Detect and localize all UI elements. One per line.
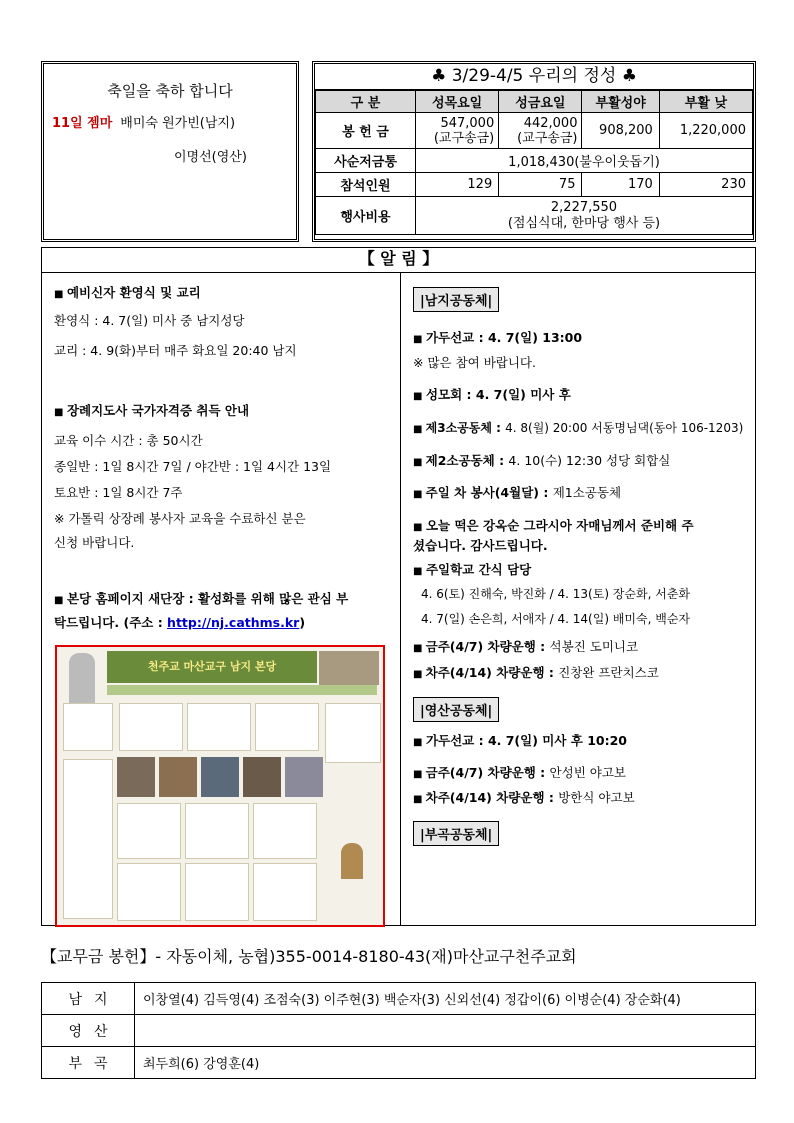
- photo: [243, 757, 281, 797]
- table-row: [42, 983, 756, 1015]
- offer-fri: 442,000 (교구송금): [499, 113, 582, 149]
- panel: [63, 703, 113, 751]
- offer-thu: 547,000 (교구송금): [416, 113, 499, 149]
- att-value: 230: [659, 173, 752, 197]
- att-value: 75: [499, 173, 582, 197]
- panel: [185, 863, 249, 921]
- cost-value: 2,227,550 (점심식대, 한마당 행사 등): [416, 197, 753, 235]
- header-cell: 성금요일: [499, 91, 582, 113]
- row-label: 사순저금통: [316, 149, 416, 173]
- feast-line1: 11일 젬마 배미숙 원가빈(남지): [52, 116, 236, 131]
- bugok-title: |부곡공동체|: [413, 821, 499, 846]
- members-table: [41, 982, 756, 1079]
- panel: [63, 759, 113, 919]
- feast-title: 축일을 축하 합니다: [107, 82, 233, 100]
- namji-item: ■ 제2소공동체 : 4. 10(수) 12:30 성당 회합실: [413, 451, 670, 469]
- table-row: [42, 1015, 756, 1047]
- parish-name: 남지: [42, 983, 135, 1015]
- homepage-link[interactable]: http://nj.cathms.kr: [167, 615, 300, 630]
- panel: [119, 703, 183, 751]
- yeongsan-item: ■ 차주(4/14) 차량운행 : 방한식 야고보: [413, 788, 635, 806]
- yeongsan-item: ■ 가두선교 : 4. 7(일) 미사 후 10:20: [413, 731, 627, 749]
- panel: [117, 803, 181, 859]
- photo: [159, 757, 197, 797]
- panel: [255, 703, 319, 751]
- panel: [325, 703, 381, 763]
- table-row: [42, 1047, 756, 1079]
- namji-item: ■ 제3소공동체 : 4. 8(월) 20:00 서동명님댁(동아 106-1203): [413, 419, 743, 436]
- notice-header: 【 알 림 】: [41, 247, 756, 273]
- att-value: 170: [582, 173, 659, 197]
- s2-line: 신청 바랍니다.: [54, 535, 135, 550]
- s2-line: 토요반 : 1일 8시간 7주: [54, 485, 183, 500]
- namji-item: ■ 성모회 : 4. 7(일) 미사 후: [413, 385, 571, 403]
- panel: [117, 863, 181, 921]
- namji-note: ※ 많은 참여 바랍니다.: [413, 355, 536, 370]
- namji-item: ■ 오늘 떡은 강옥순 그라시아 자매님께서 준비해 주: [413, 516, 694, 534]
- parish-name: 영산: [42, 1015, 135, 1047]
- offering-title: ♣ 3/29-4/5 우리의 정성 ♣: [315, 64, 753, 90]
- namji-title: |남지공동체|: [413, 287, 499, 312]
- s1-line: 환영식 : 4. 7(일) 미사 중 남지성당: [54, 313, 245, 328]
- feast-box: [41, 61, 299, 242]
- header-cell: 성목요일: [416, 91, 499, 113]
- s3-line: ■ 본당 홈페이지 새단장 : 활성화를 위해 많은 관심 부: [54, 589, 348, 607]
- namji-item: ■ 가두선교 : 4. 7(일) 13:00: [413, 328, 582, 346]
- s2-line: 교육 이수 시간 : 총 50시간: [54, 433, 203, 448]
- row-label: 행사비용: [316, 197, 416, 235]
- homepage-banner: 천주교 마산교구 남지 본당: [107, 651, 317, 683]
- feast-day: 11일 젬마: [52, 116, 113, 131]
- panel: [253, 863, 317, 921]
- namji-item: ■ 주일학교 간식 담당: [413, 560, 531, 578]
- namji-item: 셨습니다. 감사드립니다.: [413, 538, 548, 553]
- statue-image: [69, 653, 95, 705]
- s3-line: 탁드립니다. (주소 : http://nj.cathms.kr): [54, 615, 306, 630]
- offering-box: [312, 61, 756, 242]
- namji-item: ■ 주일 차 봉사(4월달) : 제1소공동체: [413, 483, 621, 501]
- panel: [185, 803, 249, 859]
- panel: [187, 703, 251, 751]
- att-value: 129: [416, 173, 499, 197]
- header-cell: 부활 낮: [659, 91, 752, 113]
- row-label: 참석인원: [316, 173, 416, 197]
- namji-item: ■ 차주(4/14) 차량운행 : 진창완 프란치스코: [413, 663, 659, 681]
- s1-title: ■ 예비신자 환영식 및 교리: [54, 283, 201, 301]
- notice-left: [41, 273, 401, 926]
- header-cell: 구 분: [316, 91, 416, 113]
- s2-title: ■ 장례지도사 국가자격증 취득 안내: [54, 401, 249, 419]
- s2-line: ※ 가톨릭 상장례 봉사자 교육을 수료하신 분은: [54, 511, 306, 526]
- lantern-image: [341, 843, 363, 879]
- fund-value: 1,018,430(불우이웃돕기): [416, 149, 753, 173]
- member-list: 최두희(6) 강영훈(4): [135, 1047, 756, 1079]
- homepage-screenshot: [55, 645, 385, 927]
- offer-vigil: 908,200: [582, 113, 659, 149]
- offer-day: 1,220,000: [659, 113, 752, 149]
- s1-line: 교리 : 4. 9(화)부터 매주 화요일 20:40 남지: [54, 343, 297, 358]
- church-image: [319, 651, 379, 685]
- parish-name: 부곡: [42, 1047, 135, 1079]
- notice-right: [400, 273, 756, 926]
- s2-line: 종일반 : 1일 8시간 7일 / 야간반 : 1일 4시간 13일: [54, 459, 332, 474]
- feast-line2: 이명선(영산): [174, 150, 247, 165]
- photo: [117, 757, 155, 797]
- yeongsan-title: |영산공동체|: [413, 697, 499, 722]
- photo: [201, 757, 239, 797]
- namji-item: 4. 6(토) 진해숙, 박진화 / 4. 13(토) 장순화, 서춘화: [421, 587, 691, 601]
- yeongsan-item: ■ 금주(4/7) 차량운행 : 안성빈 야고보: [413, 763, 626, 781]
- panel: [253, 803, 317, 859]
- row-label: 봉 헌 금: [316, 113, 416, 149]
- header-cell: 부활성야: [582, 91, 659, 113]
- offering-table: [315, 90, 753, 235]
- gyomu-header: 【교무금 봉헌】- 자동이체, 농협)355-0014-8180-43(재)마산교구천주교회: [41, 947, 577, 966]
- member-list: [135, 1015, 756, 1047]
- namji-item: ■ 금주(4/7) 차량운행 : 석봉진 도미니코: [413, 637, 638, 655]
- namji-item: 4. 7(일) 손은희, 서애자 / 4. 14(일) 배미숙, 백순자: [421, 612, 691, 626]
- homepage-nav: [107, 685, 377, 695]
- photo: [285, 757, 323, 797]
- member-list: 이창열(4) 김득영(4) 조점숙(3) 이주현(3) 백순자(3) 신외선(4) 정갑이(6) 이병순(4) 장순화(4): [135, 983, 756, 1015]
